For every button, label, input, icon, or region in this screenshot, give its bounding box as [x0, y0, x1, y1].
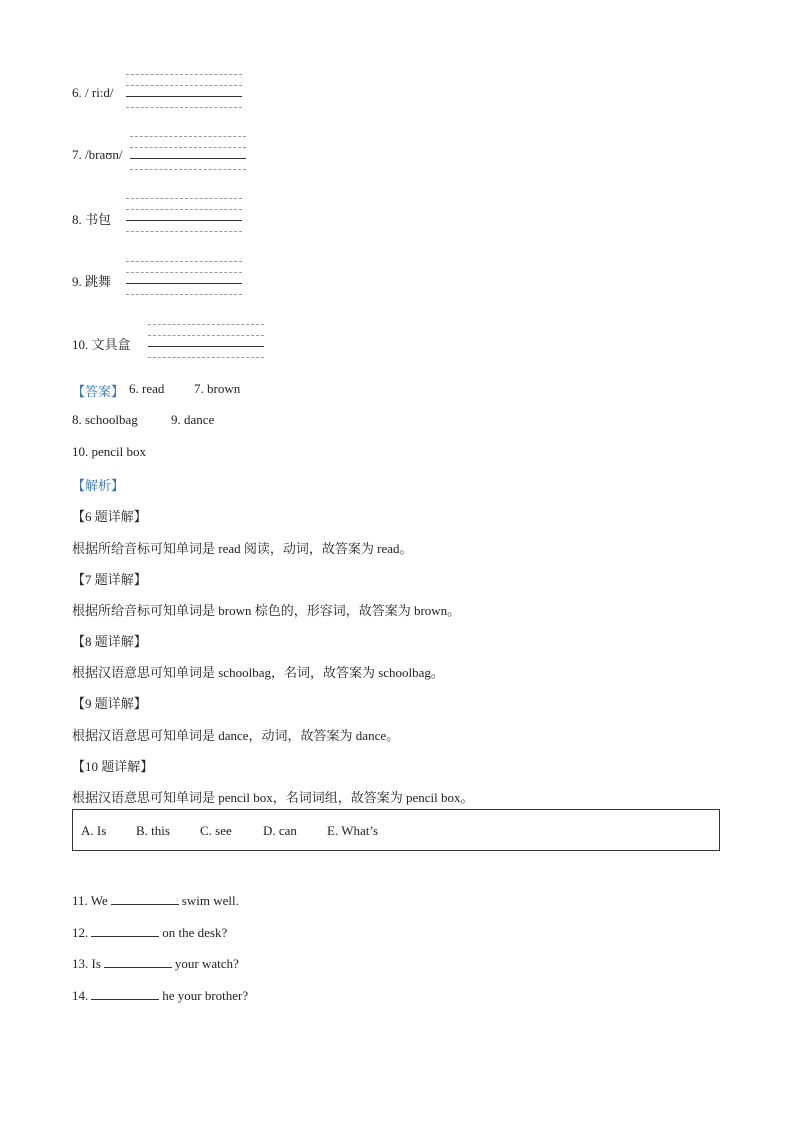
question-7-label: 7. /braʊn/	[72, 147, 123, 162]
answer-6: 6. read	[129, 381, 165, 396]
writing-lines-8[interactable]	[126, 198, 242, 232]
question-11-before: 11. We	[72, 893, 108, 908]
question-10-label: 10. 文具盒	[72, 337, 131, 352]
question-13-after: your watch?	[174, 956, 239, 971]
analysis-text-9: 根据汉语意思可知单词是 dance，动词，故答案为 dance。	[72, 728, 400, 743]
analysis-title-8: 【8 题详解】	[72, 634, 147, 649]
blank-11[interactable]	[111, 892, 179, 905]
analysis-text-6: 根据所给音标可知单词是 read 阅读，动词，故答案为 read。	[72, 541, 413, 556]
question-13-before: 13. Is	[72, 956, 101, 971]
analysis-title-6: 【6 题详解】	[72, 509, 147, 524]
answer-tag: 【答案】	[72, 384, 125, 399]
option-b: B. this	[136, 823, 170, 838]
question-9-label: 9. 跳舞	[72, 274, 112, 289]
analysis-title-7: 【7 题详解】	[72, 572, 147, 587]
question-12	[72, 924, 227, 941]
blank-14[interactable]	[91, 987, 159, 1000]
question-14	[72, 987, 248, 1004]
question-12-before: 12.	[72, 925, 89, 940]
writing-lines-9[interactable]	[126, 261, 242, 295]
answer-7: 7. brown	[194, 381, 241, 396]
analysis-text-10: 根据汉语意思可知单词是 pencil box，名词词组，故答案为 pencil box。	[72, 790, 474, 805]
question-11	[72, 892, 239, 909]
question-14-before: 14.	[72, 988, 89, 1003]
analysis-title-10: 【10 题详解】	[72, 759, 154, 774]
analysis-text-8: 根据汉语意思可知单词是 schoolbag，名词，故答案为 schoolbag。	[72, 665, 444, 680]
question-8-label: 8. 书包	[72, 212, 112, 227]
option-e: E. What’s	[327, 823, 379, 838]
blank-13[interactable]	[104, 955, 172, 968]
writing-lines-7[interactable]	[130, 136, 246, 170]
answer-10: 10. pencil box	[72, 444, 147, 459]
option-a: A. Is	[81, 823, 107, 838]
analysis-text-7: 根据所给音标可知单词是 brown 棕色的，形容词，故答案为 brown。	[72, 603, 461, 618]
option-d: D. can	[263, 823, 297, 838]
writing-lines-6[interactable]	[126, 74, 242, 108]
question-14-after: he your brother?	[162, 988, 249, 1003]
question-13	[72, 955, 239, 972]
answer-9: 9. dance	[171, 412, 215, 427]
blank-12[interactable]	[91, 924, 159, 937]
question-12-after: on the desk?	[162, 925, 228, 940]
question-11-after: swim well.	[181, 893, 239, 908]
writing-lines-10[interactable]	[148, 324, 264, 358]
analysis-title-9: 【9 题详解】	[72, 696, 147, 711]
analysis-tag: 【解析】	[72, 478, 125, 493]
question-6-label: 6. / ri:d/	[72, 85, 114, 100]
options-box	[72, 809, 720, 851]
answer-8: 8. schoolbag	[72, 412, 138, 427]
option-c: C. see	[200, 823, 232, 838]
